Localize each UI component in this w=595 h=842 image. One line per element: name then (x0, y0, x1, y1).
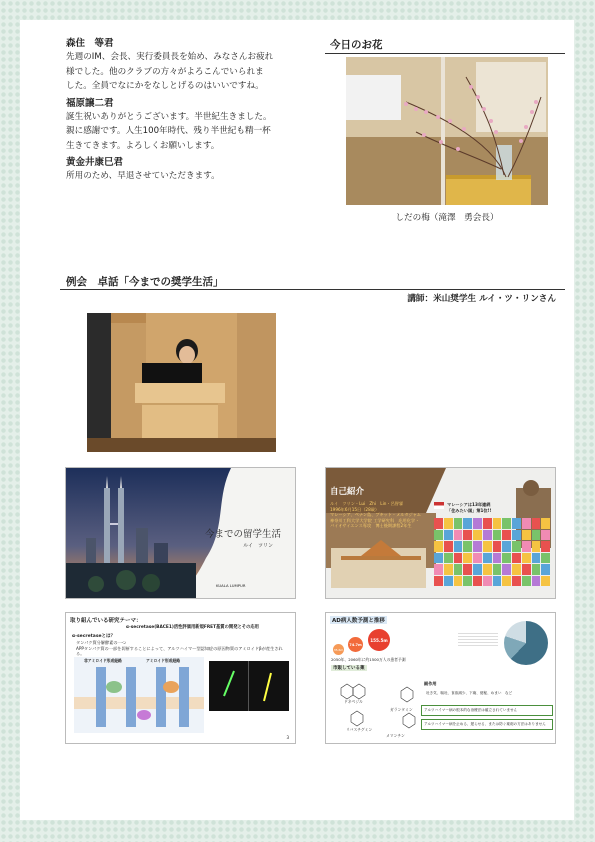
table-cell (434, 564, 443, 575)
table-cell (532, 518, 541, 529)
bullet-item: APPタンパク質の一部を切断することによって、アルツハイマー型認知症の原因物質のアミロイドβが産生される。 (76, 645, 283, 656)
pie-chart-graphic (504, 621, 548, 665)
notice-box: アルツハイマー病を止める、遅らせる、または防ぐ薬剤の方法はありません (421, 719, 553, 730)
table-cell (444, 576, 453, 587)
side-effect-text: 吐き気、嘔吐、食欲減少、下痢、便秘、めまい など (426, 691, 513, 695)
table-cell (454, 518, 463, 529)
table-cell (532, 541, 541, 552)
slide-title-text: 今までの留学生活 (204, 529, 281, 540)
slide-subtitle: ルイ ツリン (243, 543, 273, 549)
table-cell (493, 576, 502, 587)
table-cell (444, 564, 453, 575)
table-cell (473, 541, 482, 552)
slide-heading: 取り組んでいる研究テーマ： (70, 618, 142, 624)
side-effect-heading: 副作用 (424, 681, 437, 686)
table-cell (512, 518, 521, 529)
bullet-item: タンパク質分解酵素の一つ (76, 640, 126, 645)
table-cell (532, 576, 541, 587)
table-cell (463, 553, 472, 564)
table-cell (502, 530, 511, 541)
table-cell (473, 530, 482, 541)
fluorescence-image (209, 661, 289, 711)
message-list (66, 37, 316, 184)
message-line: 親に感謝です。人生100年時代、残り半世紀も精一杯 (66, 126, 271, 136)
message-block (66, 37, 316, 94)
table-cell (473, 564, 482, 575)
flower-section-title: 今日のお花 (330, 39, 383, 51)
speaker-line: 講師：米山奨学生 ルイ・ツ・リンさん (407, 294, 556, 304)
message-line: 誕生祝いありがとうございます。半世紀生きました。 (66, 111, 272, 122)
table-cell (434, 518, 443, 529)
table-cell (493, 518, 502, 529)
pathway-diagram (74, 657, 204, 733)
slide-ad-patients (325, 612, 556, 744)
message-name: 森住 等君 (66, 38, 114, 49)
table-cell (541, 564, 550, 575)
table-cell (454, 564, 463, 575)
table-cell (541, 530, 550, 541)
table-cell (502, 553, 511, 564)
flower-caption: しだの梅（滝澤 勇会長） (395, 213, 499, 223)
table-cell (502, 518, 511, 529)
badge-line: マレーシアは13年連続 (447, 502, 491, 507)
table-cell (512, 553, 521, 564)
table-cell (454, 576, 463, 587)
profile-line: バイオサイエンス専攻 博士後期課程2年生 (330, 523, 412, 528)
message-line: 生きてきます。よろしくお願いします。 (66, 140, 220, 151)
table-cell (434, 530, 443, 541)
table-cell (522, 553, 531, 564)
table-cell (473, 553, 482, 564)
patient-bubble: 155.5m (368, 629, 390, 651)
table-cell (522, 541, 531, 552)
table-cell (444, 541, 453, 552)
table-cell (473, 518, 482, 529)
table-cell (454, 553, 463, 564)
drugs-heading: 市販している薬 (333, 666, 365, 671)
meeting-title-underline (60, 289, 565, 290)
table-cell (483, 541, 492, 552)
drug-label: メマンチン (386, 733, 405, 738)
table-cell (493, 564, 502, 575)
table-cell (512, 564, 521, 575)
flower-photo (346, 57, 548, 205)
slide-bullets (76, 640, 286, 657)
table-cell (483, 576, 492, 587)
badge-line: 「住みたい国」第1位!! (447, 507, 492, 513)
slide-profile (330, 501, 428, 529)
table-cell (532, 553, 541, 564)
message-name: 福原譲二君 (66, 97, 114, 109)
message-line: 先週のIM、会長、実行委員長を始め、みなさんお疲れ (66, 52, 274, 62)
profile-line: マレーシア、ペナン島、ブキット・メルタジャム (330, 512, 421, 517)
ranking-table (434, 518, 550, 586)
malaysia-flag-icon (434, 502, 444, 509)
flower-title-underline (325, 53, 565, 54)
speaker-photo (87, 313, 276, 452)
message-line: 様でした。他のクラブの方々がよろこんでいられま (66, 66, 264, 77)
table-cell (444, 553, 453, 564)
table-cell (502, 576, 511, 587)
table-cell (541, 553, 550, 564)
drug-label: ドネペジル (344, 699, 363, 704)
slide-heading: AD病人数予測と推移 (332, 618, 385, 624)
table-cell (483, 518, 492, 529)
data-table-graphic (458, 633, 498, 647)
profile-line: 神奈川工科大学大学院 工学研究科 応用化学・ (330, 517, 420, 523)
table-cell (483, 564, 492, 575)
slide-heading: 自己紹介 (330, 487, 365, 497)
table-cell (463, 530, 472, 541)
table-cell (463, 518, 472, 529)
profile-line: 1996年6月15日（28歳） (330, 506, 380, 512)
table-cell (454, 530, 463, 541)
message-block (66, 156, 316, 184)
message-name: 黄金井康巳君 (66, 157, 124, 168)
slide-page-number: 3 (286, 735, 289, 740)
table-cell (493, 541, 502, 552)
table-cell (444, 518, 453, 529)
message-line: した。全員でなにかをなしとげるのはいいですね。 (66, 81, 264, 91)
table-cell (541, 518, 550, 529)
ranking-badge (447, 502, 491, 513)
table-cell (532, 530, 541, 541)
slide-question: α-secretaseとは？ (72, 634, 116, 639)
message-block (66, 97, 316, 154)
table-cell (463, 576, 472, 587)
table-cell (444, 530, 453, 541)
table-cell (502, 541, 511, 552)
table-cell (522, 518, 531, 529)
drug-label: リバスチグミン (346, 727, 373, 732)
table-cell (512, 541, 521, 552)
table-cell (483, 530, 492, 541)
table-cell (454, 541, 463, 552)
patient-bubble: 35.6m (333, 644, 344, 655)
table-cell (434, 541, 443, 552)
slide-research-theme (65, 612, 296, 744)
notice-box: アルツハイマー病の根本的な治療法は確立されていません (421, 705, 553, 716)
meeting-section-title: 例会 卓話「今までの奨学生活」 (66, 276, 224, 288)
table-cell (541, 541, 550, 552)
newsletter-page (20, 20, 574, 820)
message-line: 所用のため、早退させていただきます。 (66, 171, 220, 181)
slide-title (65, 467, 296, 599)
table-cell (434, 553, 443, 564)
table-cell (493, 530, 502, 541)
table-cell (434, 576, 443, 587)
slide-place-label: KUALA LUMPUR (216, 583, 246, 588)
table-cell (522, 530, 531, 541)
table-cell (463, 541, 472, 552)
table-cell (522, 564, 531, 575)
table-cell (541, 576, 550, 587)
pathway-label: アミロイド形成経路 (146, 658, 181, 663)
profile-line: ルイ ツリン・Lui Zhi Lin・呂智霖 (330, 501, 404, 506)
table-cell (522, 576, 531, 587)
slide-self-intro (325, 467, 556, 599)
table-cell (463, 564, 472, 575)
table-cell (473, 576, 482, 587)
table-cell (493, 553, 502, 564)
drug-label: ガランタミン (390, 707, 413, 712)
table-cell (532, 564, 541, 575)
patient-bubble: 74.7m (348, 637, 363, 652)
slide-subtitle: α-secretase(BACE1)活性評価用新規FRET基質の開発とその応用 (126, 625, 259, 630)
pathway-label: 非アミロイド形成経路 (84, 658, 122, 663)
table-cell (512, 530, 521, 541)
slide-note: 2050年、2060年に約1500万人の患者予測 (331, 657, 406, 662)
table-cell (483, 553, 492, 564)
table-cell (502, 564, 511, 575)
table-cell (512, 576, 521, 587)
